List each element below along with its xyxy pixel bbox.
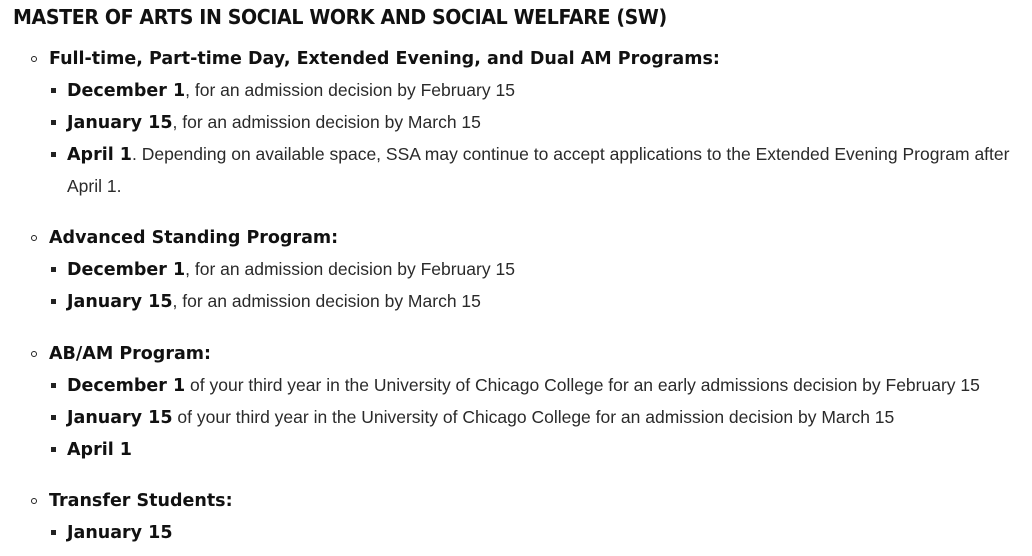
deadline-date: January 15 <box>67 523 173 543</box>
circle-bullet-icon <box>31 498 37 504</box>
deadline-date: December 1 <box>67 260 186 280</box>
deadline-detail: of your third year in the University of Chicago College for an early admissions decision by February 15 <box>185 375 980 395</box>
square-bullet-icon <box>51 383 56 388</box>
deadline-text <box>67 107 1027 139</box>
deadline-date: April 1 <box>67 145 132 165</box>
deadline-text <box>67 286 1027 318</box>
deadline-text <box>67 517 1027 549</box>
square-bullet-icon <box>51 267 56 272</box>
circle-bullet-icon <box>31 56 37 62</box>
square-bullet-icon <box>51 88 56 93</box>
deadline-text <box>67 434 1027 466</box>
program-group-label: Full-time, Part-time Day, Extended Evening, and Dual AM Programs: <box>49 49 720 69</box>
program-group-label: Advanced Standing Program: <box>49 228 339 248</box>
deadline-detail: , for an admission decision by March 15 <box>172 291 481 311</box>
program-group-label: Transfer Students: <box>49 491 233 511</box>
deadline-text <box>67 370 1027 402</box>
deadline-detail: , for an admission decision by February 15 <box>185 80 515 100</box>
program-group-label: AB/AM Program: <box>49 344 212 364</box>
deadline-date: December 1 <box>67 81 186 101</box>
circle-bullet-icon <box>31 235 37 241</box>
deadline-date: April 1 <box>67 440 132 460</box>
circle-bullet-icon <box>31 351 37 357</box>
deadline-detail: of your third year in the University of Chicago College for an admission decision by March 15 <box>172 407 895 427</box>
deadline-detail: , for an admission decision by February 15 <box>185 259 515 279</box>
square-bullet-icon <box>51 120 56 125</box>
deadline-detail: . Depending on available space, SSA may continue to accept applications to the Extended Evening Program after April 1. <box>67 144 1010 196</box>
deadline-date: January 15 <box>67 113 173 133</box>
square-bullet-icon <box>51 415 56 420</box>
square-bullet-icon <box>51 299 56 304</box>
deadline-date: January 15 <box>67 292 173 312</box>
deadline-text <box>67 75 1027 107</box>
deadline-text <box>67 139 1027 202</box>
square-bullet-icon <box>51 152 56 157</box>
deadline-detail: , for an admission decision by March 15 <box>172 112 481 132</box>
page-heading: MASTER OF ARTS IN SOCIAL WORK AND SOCIAL WELFARE (SW) <box>13 5 667 29</box>
deadline-text <box>67 402 1027 434</box>
square-bullet-icon <box>51 447 56 452</box>
deadline-date: December 1 <box>67 376 186 396</box>
square-bullet-icon <box>51 530 56 535</box>
deadline-date: January 15 <box>67 408 173 428</box>
deadline-text <box>67 254 1027 286</box>
